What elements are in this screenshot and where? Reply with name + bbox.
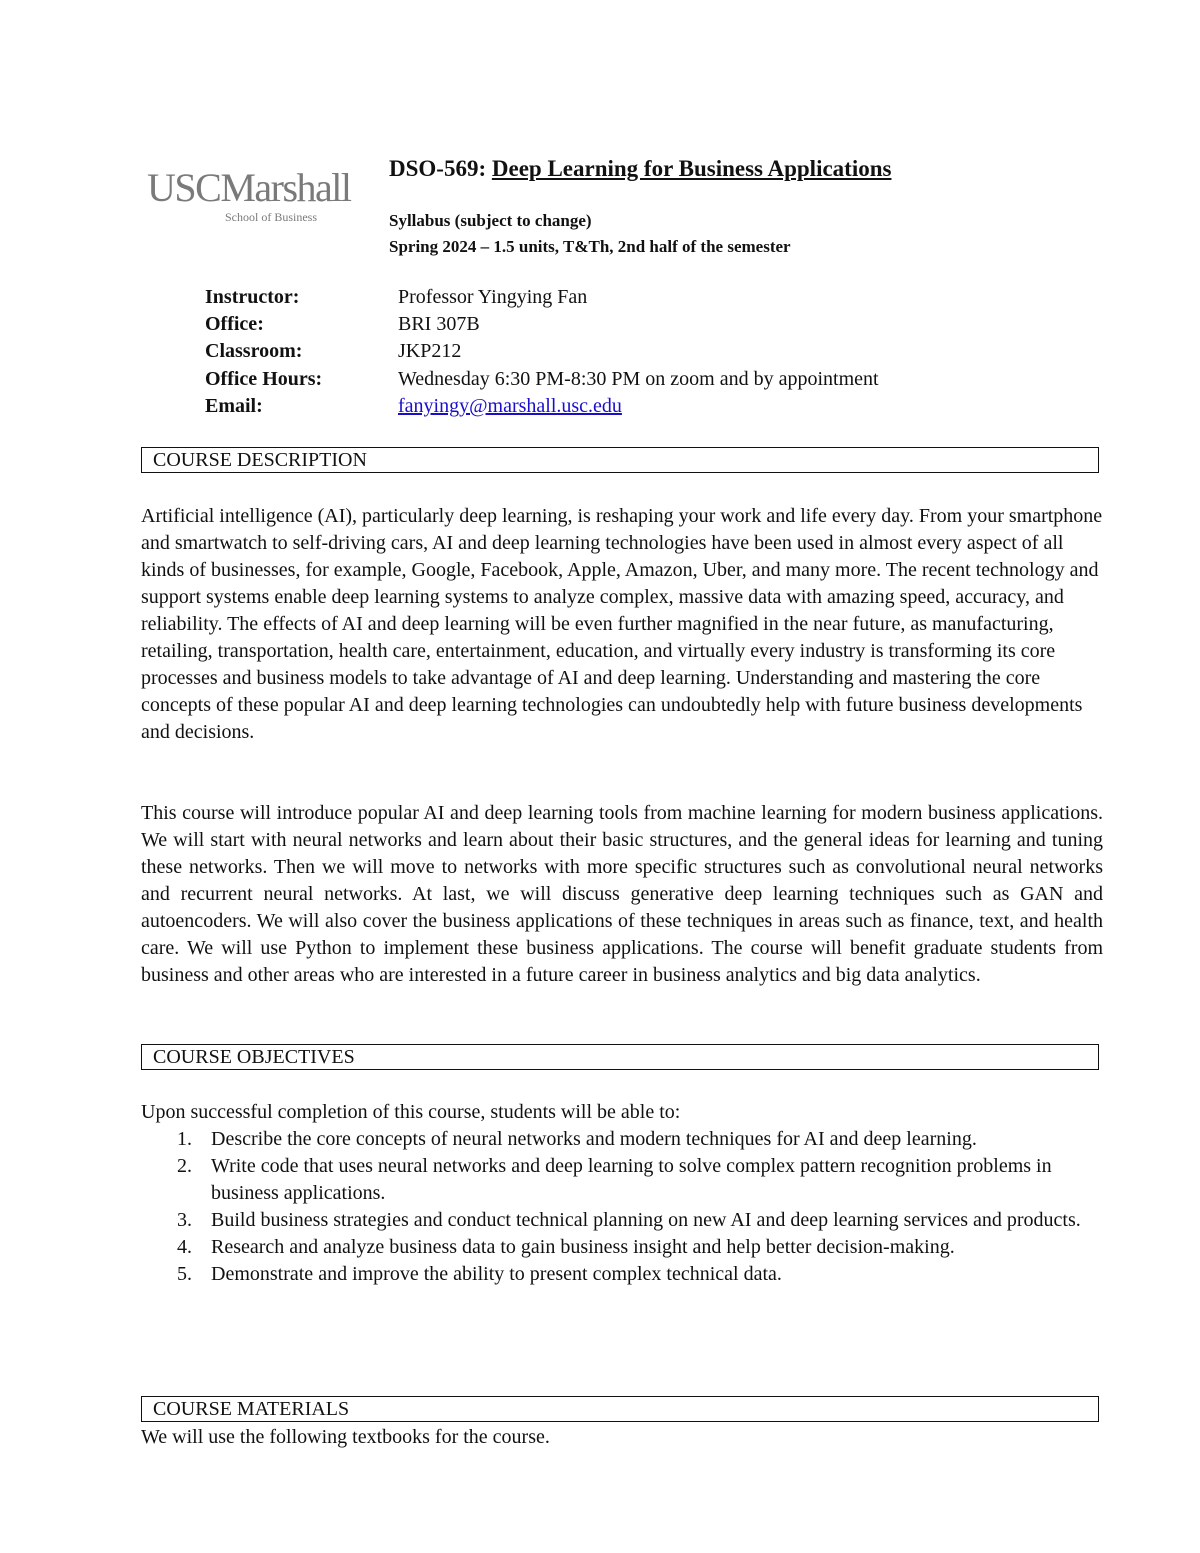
info-row-instructor — [205, 284, 879, 311]
info-value: Professor Yingying Fan — [398, 286, 588, 308]
description-paragraph-2: This course will introduce popular AI and deep learning tools from machine learning for modern business applications. We will start with neural networks and learn about their basic structures, and the general ideas for learning and tuning these networks. Then we will move to networks with more specific structures such as convolutional neural networks and recurrent neural networks. At last, we will discuss generative deep learning techniques such as GAN and autoencoders. We will also cover the business applications of these techniques in areas such as finance, text, and health care. We will use Python to implement these business applications. The course will benefit graduate students from business and other areas who are interested in a future career in business analytics and big data analytics. — [141, 802, 1103, 986]
list-item — [141, 1207, 1103, 1234]
list-item — [141, 1153, 1103, 1207]
list-number: 5. — [177, 1263, 192, 1285]
info-value: Wednesday 6:30 PM-8:30 PM on zoom and by appointment — [398, 367, 879, 390]
list-item — [141, 1126, 1103, 1153]
term-info: Spring 2024 – 1.5 units, T&Th, 2nd half of the semester — [389, 237, 791, 256]
course-materials-heading: COURSE MATERIALS — [141, 1396, 1099, 1422]
email-link[interactable]: fanyingy@marshall.usc.edu — [398, 394, 622, 417]
list-text: Build business strategies and conduct technical planning on new AI and deep learning services and products. — [211, 1209, 1081, 1231]
info-row-classroom — [205, 338, 879, 365]
logo-wordmark: USCMarshall — [147, 165, 351, 210]
info-value: BRI 307B — [398, 313, 480, 336]
course-info-table — [205, 284, 879, 420]
materials-intro: We will use the following textbooks for the course. — [141, 1426, 550, 1448]
course-objectives-heading: COURSE OBJECTIVES — [141, 1044, 1099, 1070]
list-text: Demonstrate and improve the ability to present complex technical data. — [211, 1263, 782, 1285]
description-paragraph-1: Artificial intelligence (AI), particularly deep learning, is reshaping your work and life every day. From your smartphone and smartwatch to self-driving cars, AI and deep learning technologies have been used in almost every aspect of all kinds of businesses, for example, Google, Facebook, Apple, Amazon, Uber, and many more. The recent technology and support systems enable deep learning systems to analyze complex, massive data with amazing speed, accuracy, and reliability. The effects of AI and deep learning will be even further magnified in the near future, as manufacturing, retailing, transportation, health care, entertainment, education, and virtually every industry is transforming its core processes and business models to take advantage of AI and deep learning. Understanding and mastering the core concepts of these popular AI and deep learning technologies can undoubtedly help with future business developments and decisions. — [141, 505, 1103, 743]
course-name: Deep Learning for Business Applications — [491, 156, 892, 181]
course-title — [389, 156, 891, 182]
course-code: DSO-569: — [389, 156, 492, 181]
list-item — [141, 1261, 1103, 1288]
info-label: Classroom: — [205, 340, 303, 363]
usc-marshall-logo — [147, 165, 362, 228]
course-description-heading: COURSE DESCRIPTION — [141, 447, 1099, 473]
list-number: 3. — [177, 1209, 192, 1231]
info-label: Instructor: — [205, 286, 300, 308]
list-item — [141, 1234, 1103, 1261]
list-text: Write code that uses neural networks and deep learning to solve complex pattern recognition problems in business applications. — [211, 1155, 1052, 1204]
info-row-office — [205, 311, 879, 338]
info-row-office-hours — [205, 366, 879, 393]
info-value: JKP212 — [398, 340, 462, 363]
syllabus-note: Syllabus (subject to change) — [389, 211, 592, 230]
list-number: 1. — [177, 1128, 192, 1150]
list-number: 2. — [177, 1155, 192, 1177]
info-label: Office: — [205, 313, 264, 336]
list-text: Research and analyze business data to gain business insight and help better decision-making. — [211, 1236, 955, 1258]
list-text: Describe the core concepts of neural networks and modern techniques for AI and deep learning. — [211, 1128, 977, 1150]
logo-subtitle: School of Business — [225, 210, 318, 224]
objectives-intro: Upon successful completion of this course, students will be able to: — [141, 1101, 681, 1123]
info-label: Office Hours: — [205, 367, 323, 390]
info-row-email — [205, 393, 879, 420]
info-label: Email: — [205, 394, 263, 417]
list-number: 4. — [177, 1236, 192, 1258]
objectives-list — [141, 1126, 1103, 1288]
